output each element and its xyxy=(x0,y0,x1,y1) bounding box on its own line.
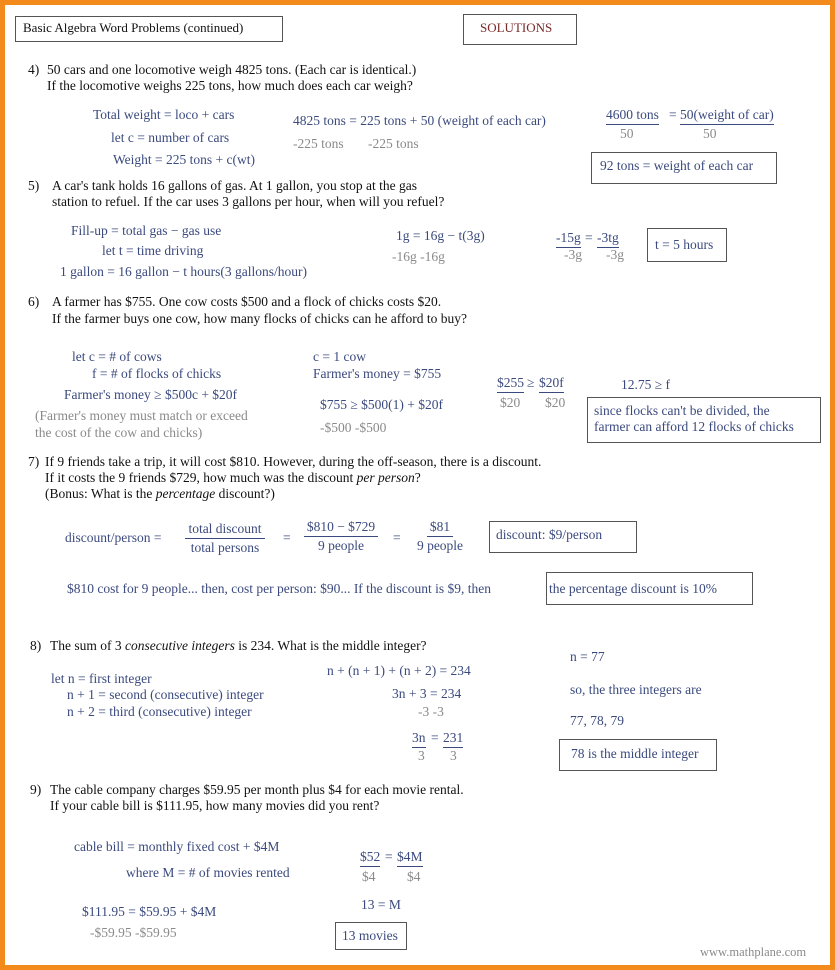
q7-text-2a: If it costs the 9 friends $729, how much was the discount xyxy=(45,470,357,485)
q6-work-3: Farmer's money ≥ $500c + $20f xyxy=(64,387,238,402)
q5-frac2-num: -3tg xyxy=(597,230,619,248)
q9-answer: 13 movies xyxy=(342,928,398,943)
q4-frac1-num: 4600 tons xyxy=(606,107,659,125)
q5-work-3: 1 gallon = 16 gallon − t hours(3 gallons/hour) xyxy=(60,264,307,279)
q7-fraction-3-den: 9 people xyxy=(416,538,464,553)
q9-number: 9) xyxy=(30,782,42,797)
q8-frac1-den: 3 xyxy=(418,748,425,763)
q8-frac-eq: = xyxy=(431,730,439,745)
q4-text-1: 50 cars and one locomotive weigh 4825 tons. (Each car is identical.) xyxy=(47,62,417,77)
footer-site: www.mathplane.com xyxy=(700,945,807,959)
q5-work-1: Fill-up = total gas − gas use xyxy=(71,223,222,238)
q6-answer-2: farmer can afford 12 flocks of chicks xyxy=(594,419,794,434)
q7-fraction-2-den: 9 people xyxy=(317,538,365,553)
q6-frac1-den: $20 xyxy=(500,395,521,410)
q7-text-3 xyxy=(45,486,275,502)
q9-work-3: $111.95 = $59.95 + $4M xyxy=(82,904,217,919)
q7-text-2-italic: per person xyxy=(356,470,415,485)
q8-work-3: n + 2 = third (consecutive) integer xyxy=(67,704,252,719)
q6-note-2: the cost of the cow and chicks) xyxy=(35,425,203,440)
q4-answer: 92 tons = weight of each car xyxy=(600,158,754,173)
q7-fraction-1-den: total persons xyxy=(190,540,260,555)
q6-mid-4: -$500 -$500 xyxy=(320,420,387,435)
q8-subtract: -3 -3 xyxy=(418,704,444,719)
q6-frac2-num: $20f xyxy=(539,375,564,393)
q8-text-italic: consecutive integers xyxy=(125,638,235,653)
q8-frac2-den: 3 xyxy=(450,748,457,763)
q4-equation: 4825 tons = 225 tons + 50 (weight of each car) xyxy=(293,113,546,128)
q7-eq-2: = xyxy=(393,530,401,545)
q8-number: 8) xyxy=(30,638,42,653)
q5-subtract: -16g -16g xyxy=(392,249,445,264)
q5-number: 5) xyxy=(28,178,40,193)
q8-result-2: so, the three integers are xyxy=(570,682,702,697)
q6-text-2: If the farmer buys one cow, how many flocks of chicks can he afford to buy? xyxy=(52,311,467,326)
q5-text-2: station to refuel. If the car uses 3 gallons per hour, when will you refuel? xyxy=(52,194,445,209)
q5-frac1-num: -15g xyxy=(556,230,581,248)
q7-number: 7) xyxy=(28,454,40,469)
q9-subtract: -$59.95 -$59.95 xyxy=(90,925,177,940)
q7-text-3-italic: percentage xyxy=(155,486,216,501)
q7-fraction-2-num: $810 − $729 xyxy=(304,519,378,537)
q8-work-1: let n = first integer xyxy=(51,671,152,686)
q7-fraction-3-num: $81 xyxy=(427,519,453,537)
q6-frac-ge: ≥ xyxy=(527,375,535,390)
q8-text-a: The sum of 3 xyxy=(50,638,125,653)
q9-work-2: where M = # of movies rented xyxy=(126,865,290,880)
q8-answer: 78 is the middle integer xyxy=(571,746,699,761)
q8-result-3: 77, 78, 79 xyxy=(570,713,624,728)
q7-lhs: discount/person = xyxy=(65,530,162,545)
q7-answer: discount: $9/person xyxy=(496,527,603,542)
q4-work-1: Total weight = loco + cars xyxy=(93,107,235,122)
q5-equation: 1g = 16g − t(3g) xyxy=(396,228,485,243)
q6-frac1-num: $255 xyxy=(497,375,524,393)
q9-frac1-den: $4 xyxy=(362,869,376,884)
q7-fraction-2 xyxy=(300,519,382,554)
q9-text-1: The cable company charges $59.95 per month plus $4 for each movie rental. xyxy=(50,782,464,797)
q6-answer-1: since flocks can't be divided, the xyxy=(594,403,770,418)
q4-frac1-den: 50 xyxy=(620,126,634,141)
q6-text-1: A farmer has $755. One cow costs $500 and a flock of chicks costs $20. xyxy=(52,294,442,309)
q8-frac1-num: 3n xyxy=(412,730,426,748)
q7-fraction-1-num: total discount xyxy=(185,521,264,539)
q8-text-c: is 234. What is the middle integer? xyxy=(234,638,427,653)
q8-equation-1: n + (n + 1) + (n + 2) = 234 xyxy=(327,663,471,678)
q8-work-2: n + 1 = second (consecutive) integer xyxy=(67,687,264,702)
q6-number: 6) xyxy=(28,294,40,309)
q7-text-2c: ? xyxy=(414,470,421,485)
q7-text-1: If 9 friends take a trip, it will cost $810. However, during the off-season, there is a discount. xyxy=(45,454,542,469)
q9-frac2-den: $4 xyxy=(407,869,421,884)
q9-text-2: If your cable bill is $111.95, how many movies did you rent? xyxy=(50,798,380,813)
q8-text xyxy=(50,638,427,654)
q5-frac1-den: -3g xyxy=(564,247,582,262)
q5-frac2-den: -3g xyxy=(606,247,624,262)
q6-mid-2: Farmer's money = $755 xyxy=(313,366,442,381)
q7-bonus-work: $810 cost for 9 people... then, cost per person: $90... If the discount is $9, then xyxy=(67,581,492,596)
q5-answer: t = 5 hours xyxy=(655,237,714,252)
q5-frac-eq: = xyxy=(585,230,593,245)
q7-text-2 xyxy=(45,470,421,486)
q6-result: 12.75 ≥ f xyxy=(621,377,671,392)
q8-frac2-num: 231 xyxy=(443,730,463,748)
q4-subtract-b: -225 tons xyxy=(368,136,419,151)
q9-frac1-num: $52 xyxy=(360,849,380,867)
q7-fraction-1 xyxy=(180,521,270,556)
q6-work-2: f = # of flocks of chicks xyxy=(92,366,222,381)
q6-mid-3: $755 ≥ $500(1) + $20f xyxy=(320,397,444,412)
q6-note-1: (Farmer's money must match or exceed xyxy=(35,408,248,423)
q8-result-1: n = 77 xyxy=(570,649,605,664)
q9-frac2-num: $4M xyxy=(397,849,423,867)
q9-result: 13 = M xyxy=(361,897,401,912)
q4-work-3: Weight = 225 tons + c(wt) xyxy=(113,152,255,167)
solutions-label: SOLUTIONS xyxy=(480,20,553,35)
q6-mid-1: c = 1 cow xyxy=(313,349,366,364)
q6-work-1: let c = # of cows xyxy=(72,349,162,364)
q7-bonus-answer: the percentage discount is 10% xyxy=(549,581,717,596)
q7-fraction-3 xyxy=(408,519,472,554)
q7-text-3a: (Bonus: What is the xyxy=(45,486,156,501)
q4-frac-eq: = xyxy=(669,107,677,122)
q4-number: 4) xyxy=(28,62,40,77)
q9-frac-eq: = xyxy=(385,849,393,864)
q7-eq-1: = xyxy=(283,530,291,545)
q6-frac2-den: $20 xyxy=(545,395,566,410)
q7-text-3c: discount?) xyxy=(215,486,275,501)
q4-text-2: If the locomotive weighs 225 tons, how much does each car weigh? xyxy=(47,78,413,93)
q4-frac2-den: 50 xyxy=(703,126,717,141)
q4-frac2-num: 50(weight of car) xyxy=(680,107,774,125)
q4-subtract-a: -225 tons xyxy=(293,136,344,151)
q9-work-1: cable bill = monthly fixed cost + $4M xyxy=(74,839,280,854)
q8-equation-2: 3n + 3 = 234 xyxy=(392,686,462,701)
q5-work-2: let t = time driving xyxy=(102,243,204,258)
page-title: Basic Algebra Word Problems (continued) xyxy=(23,20,244,35)
q5-text-1: A car's tank holds 16 gallons of gas. At 1 gallon, you stop at the gas xyxy=(52,178,418,193)
q4-work-2: let c = number of cars xyxy=(111,130,230,145)
